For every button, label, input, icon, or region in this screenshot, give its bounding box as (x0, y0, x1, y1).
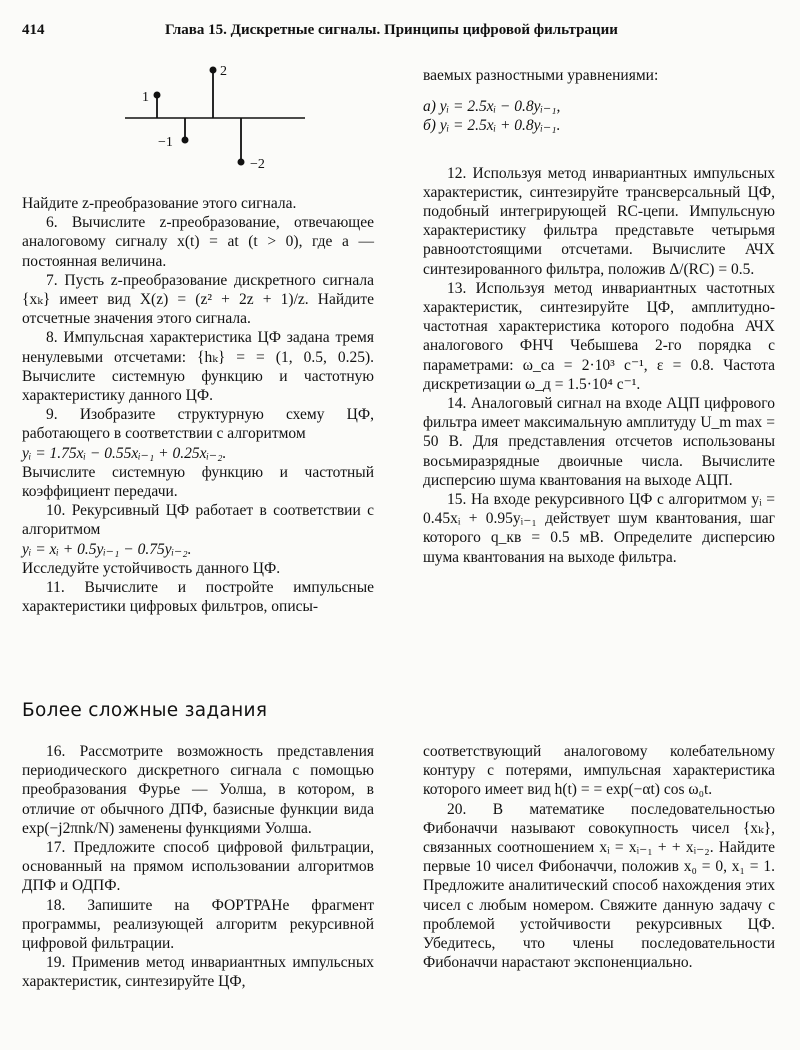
right-column-bottom (423, 742, 775, 972)
paragraph: соответствующий аналоговому колебательному контуру с потерями, импульсная характеристика которого имеет вид h(t) = = exp(−αt) cos ω₀t. (423, 743, 775, 799)
paragraph: Найдите z-преобразование этого сигнала. (22, 195, 297, 212)
problem-15: 15. На входе рекурсивного ЦФ с алгоритмом yᵢ = 0.45xᵢ + 0.95yᵢ₋₁ действует шум квантования, шаг которого q_кв = 0.5 мВ. Определите дисперсию шума квантования на выходе фильтра. (423, 491, 775, 566)
problem-7: 7. Пусть z-преобразование дискретного сигнала {xₖ} имеет вид X(z) = (z² + 2z + 1)/z. Найдите отсчетные значения этого сигнала. (22, 271, 374, 328)
problem-18: 18. Запишите на ФОРТРАНе фрагмент программы, реализующей алгоритм рекурсивной цифровой фильтрации. (22, 896, 374, 953)
sample-label-neg2: −2 (250, 157, 265, 172)
left-column-top (22, 194, 374, 616)
problem-9: 9. Изобразите структурную схему ЦФ, работающего в соответствии с алгоритмом (22, 406, 374, 443)
paragraph: Исследуйте устойчивость данного ЦФ. (22, 559, 281, 577)
problem-17: 17. Предложите способ цифровой фильтрации, основанный на прямом использовании алгоритмов ДПФ и ОДПФ. (22, 839, 374, 895)
problem-13: 13. Используя метод инвариантных частотных характеристик, синтезируйте ЦФ, амплитудно-частотная характеристика которого подобна АЧХ аналогового ФНЧ Чебышева 2-го порядка с параметрами: ω_ca = 2·10³ с⁻¹, ε = 0.8. Частота дискретизации ω_д = 1.5·10⁴ с⁻¹. (423, 279, 775, 393)
sample-label-2: 2 (220, 64, 227, 79)
left-column-bottom (22, 742, 374, 992)
problem-14: 14. Аналоговый сигнал на входе АЦП цифрового фильтра имеет максимальную амплитуду U_m max = 50 В. Для представления отсчетов использованы восьмиразрядные двоичные числа. Вычислите дисперсию шума квантования на выходе АЦП. (423, 395, 775, 489)
problem-16: 16. Рассмотрите возможность представления периодического дискретного сигнала с помощью преобразования Фурье — Уолша, в котором, в отличие от обычного ДПФ, базисные функции вида exp(−j2πnk/N) заменены функциями Уолша. (22, 743, 374, 837)
problem-8: 8. Импульсная характеристика ЦФ задана тремя ненулевыми отсчетами: {hₖ} = = (1, 0.5, 0.25). Вычислите системную функцию и частотную характеристику данного ЦФ. (22, 329, 374, 405)
problem-11: 11. Вычислите и постройте импульсные характеристики цифровых фильтров, описы- (22, 579, 374, 616)
sample-label-neg1: −1 (158, 135, 173, 150)
problem-20: 20. В математике последовательностью Фибоначчи называют совокупность чисел {xₖ}, связанных соотношением xᵢ = xᵢ₋₁ + + xᵢ₋₂. Найдите первые 10 чисел Фибоначчи, положив x₀ = 0, x₁ = 1. Предложите аналитический способ нахождения этих чисел с любым номером. Свяжите данную задачу с проблемой устойчивости рекурсивных ЦФ. Убедитесь, что члены последовательности Фибоначчи нарастают экспоненциально. (423, 800, 775, 972)
equation-a: а) yᵢ = 2.5xᵢ − 0.8yᵢ₋₁, (423, 98, 561, 116)
paragraph: ваемых разностными уравнениями: (423, 67, 659, 84)
problem-6: 6. Вычислите z-преобразование, отвечающее аналоговому сигналу x(t) = at (t > 0), где a — постоянная величина. (22, 214, 374, 270)
page-number: 414 (22, 22, 45, 38)
right-column-top (423, 66, 775, 567)
sample-label-1: 1 (142, 90, 149, 105)
discrete-signal-figure (120, 60, 310, 180)
equation-b: б) yᵢ = 2.5xᵢ + 0.8yᵢ₋₁. (423, 117, 561, 135)
paragraph: Вычислите системную функцию и частотный коэффициент передачи. (22, 463, 374, 501)
equation-9: yᵢ = 1.75xᵢ − 0.55xᵢ₋₁ + 0.25xᵢ₋₂. (22, 444, 227, 462)
problem-10: 10. Рекурсивный ЦФ работает в соответствии с алгоритмом (22, 502, 374, 539)
chapter-title: Глава 15. Дискретные сигналы. Принципы цифровой фильтрации (165, 22, 618, 38)
problem-12: 12. Используя метод инвариантных импульсных характеристик, синтезируйте трансверсальный ЦФ, подобный интегрирующей RC-цепи. Импульсную характеристику фильтра представьте четырьмя равноотстоящими отсчетами. Вычислите АЧХ синтезированного фильтра, положив Δ/(RC) = 0.5. (423, 164, 775, 278)
section-title: Более сложные задания (22, 700, 268, 721)
equation-10: yᵢ = xᵢ + 0.5yᵢ₋₁ − 0.75yᵢ₋₂. (22, 540, 192, 558)
problem-19: 19. Применив метод инвариантных импульсных характеристик, синтезируйте ЦФ, (22, 954, 374, 991)
